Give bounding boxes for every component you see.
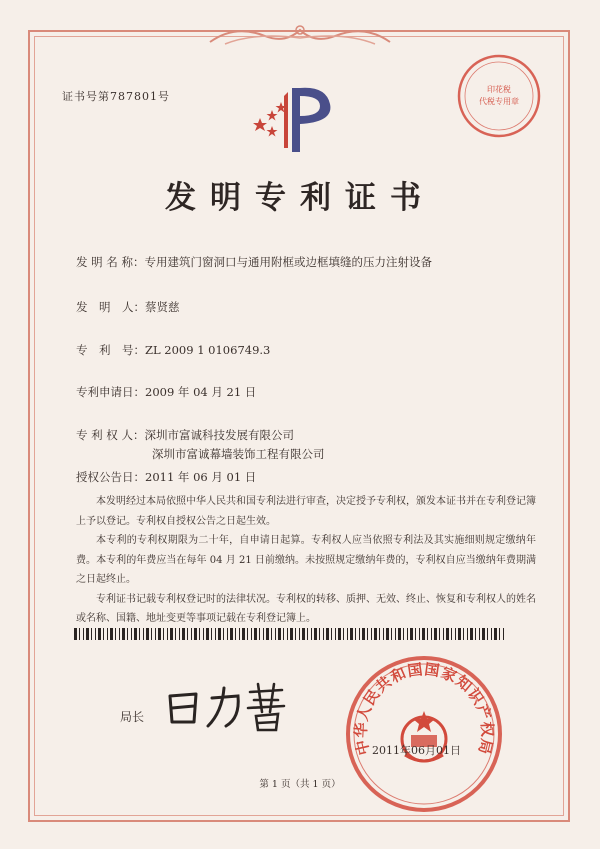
application-date-value: 2009 年 04 月 21 日 — [145, 385, 257, 399]
patentee-value-2: 深圳市富诚幕墙装饰工程有限公司 — [152, 447, 325, 461]
barcode — [74, 628, 504, 640]
grant-date-label: 授权公告日： — [76, 470, 145, 484]
notary-seal — [455, 52, 543, 140]
patentee-row — [76, 427, 294, 443]
patent-number-row — [76, 342, 270, 358]
seal-date: 2011年06月01日 — [372, 744, 461, 757]
grant-date-value: 2011 年 06 月 01 日 — [145, 470, 257, 484]
patent-office-logo — [248, 82, 338, 154]
svg-text:印花税: 印花税 — [487, 85, 511, 94]
patentee-value-1: 深圳市富诚科技发展有限公司 — [144, 428, 294, 442]
body-paragraph-1: 本发明经过本局依照中华人民共和国专利法进行审查，决定授予专利权，颁发本证书并在专利登记簿上予以登记。专利权自授权公告之日起生效。 — [76, 496, 536, 527]
invention-name-row — [76, 254, 432, 270]
certificate-body — [76, 492, 536, 629]
certificate-title: 发明专利证书 — [165, 180, 435, 216]
patent-number-label: 专 利 号： — [76, 343, 145, 357]
inventor-label: 发 明 人： — [76, 300, 145, 314]
svg-text:中华人民共和国国家知识产权局: 中华人民共和国国家知识产权局 — [351, 660, 497, 757]
grant-date-row — [76, 469, 256, 485]
inventor-value: 蔡贤慈 — [145, 300, 180, 314]
director-label: 局长 — [120, 710, 145, 724]
body-paragraph-2: 本专利的专利权期限为二十年，自申请日起算。专利权人应当依照专利法及其实施细则规定缴纳年费。本专利的年费应当在每年 04 月 21 日前缴纳。未按照规定缴纳年费的，专利权自应当缴纳年费期满之日起终止。 — [76, 535, 536, 585]
top-ornament — [205, 22, 395, 48]
director-signature — [150, 676, 300, 736]
certificate-number: 证书号第787801号 — [62, 90, 170, 103]
page-number: 第 1 页（共 1 页） — [259, 779, 341, 790]
invention-name-value: 专用建筑门窗洞口与通用附框或边框填缝的压力注射设备 — [144, 255, 432, 269]
patentee-label: 专 利 权 人： — [76, 428, 145, 442]
inventor-row — [76, 299, 180, 315]
invention-name-label: 发 明 名 称： — [76, 255, 145, 269]
body-paragraph-3: 专利证书记载专利权登记时的法律状况。专利权的转移、质押、无效、终止、恢复和专利权人的姓名或名称、国籍、地址变更等事项记载在专利登记簿上。 — [76, 593, 536, 624]
svg-text:代税专用章: 代税专用章 — [479, 97, 519, 106]
application-date-row — [76, 384, 256, 400]
patent-number-value: ZL 2009 1 0106749.3 — [145, 343, 271, 357]
application-date-label: 专利申请日： — [76, 385, 145, 399]
patentee-row-2 — [152, 446, 325, 462]
